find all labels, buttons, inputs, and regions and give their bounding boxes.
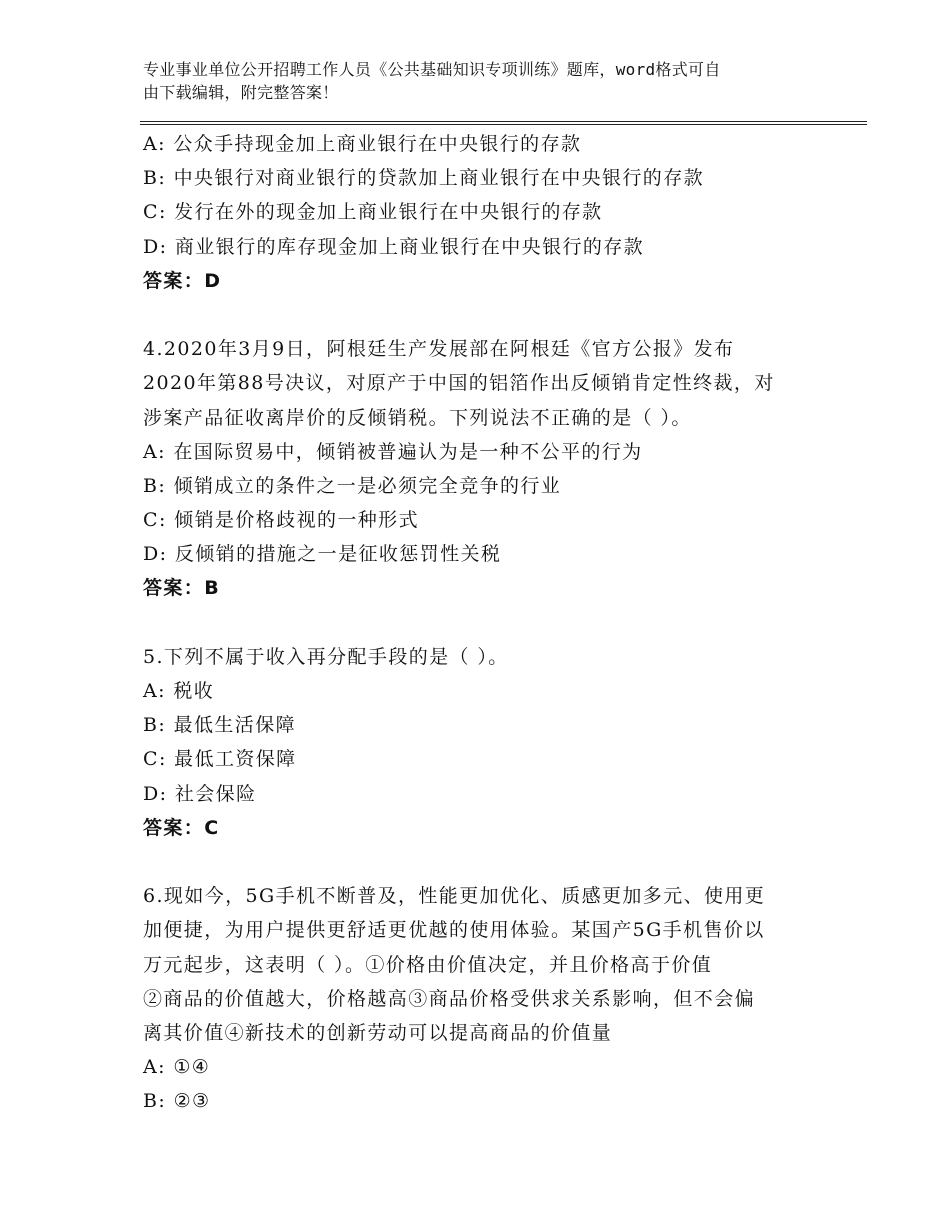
question-stem-line: ②商品的价值越大，价格越高③商品价格受供求关系影响，但不会偏	[143, 987, 756, 1010]
option-b: B: 中央银行对商业银行的贷款加上商业银行在中央银行的存款	[143, 167, 705, 190]
option-a: A: 公众手持现金加上商业银行在中央银行的存款	[143, 133, 582, 155]
option-a: A: 在国际贸易中，倾销被普遍认为是一种不公平的行为	[143, 440, 643, 463]
option-c: C: 倾销是价格歧视的一种形式	[143, 509, 419, 532]
option-d: D: 社会保险	[143, 782, 257, 805]
question-stem-line: 2020年第88号决议，对原产于中国的铝箔作出反倾销肯定性终裁，对	[143, 372, 775, 395]
question-stem-line: 4.2020年3月9日，阿根廷生产发展部在阿根廷《官方公报》发布	[143, 338, 735, 361]
header-rule-bottom	[140, 124, 867, 125]
question-6	[143, 879, 823, 1118]
option-c: C: 最低工资保障	[143, 748, 297, 771]
question-3	[143, 127, 823, 298]
question-list	[143, 127, 823, 1118]
question-stem-line: 加便捷，为用户提供更舒适更优越的使用体验。某国产5G手机售价以	[143, 919, 765, 942]
option-b: B: 最低生活保障	[143, 714, 297, 737]
question-stem-line: 涉案产品征收离岸价的反倾销税。下列说法不正确的是（ ）。	[143, 406, 692, 429]
question-4	[143, 332, 823, 606]
option-b: B: 倾销成立的条件之一是必须完全竞争的行业	[143, 474, 562, 497]
question-stem-line: 离其价值④新技术的创新劳动可以提高商品的价值量	[143, 1021, 613, 1044]
question-stem-line: 5.下列不属于收入再分配手段的是（ ）。	[143, 645, 509, 668]
option-d: D: 商业银行的库存现金加上商业银行在中央银行的存款	[143, 235, 645, 258]
option-c: C: 发行在外的现金加上商业银行在中央银行的存款	[143, 201, 603, 224]
answer-label: 答案：B	[143, 577, 221, 600]
document-header	[143, 58, 823, 104]
header-line-1: 专业事业单位公开招聘工作人员《公共基础知识专项训练》题库，word格式可自	[143, 60, 721, 79]
option-d: D: 反倾销的措施之一是征收惩罚性关税	[143, 543, 502, 566]
answer-label: 答案：C	[143, 816, 220, 839]
question-5	[143, 640, 823, 845]
answer-label: 答案：D	[143, 269, 222, 292]
header-rule-top	[140, 121, 867, 122]
option-b: B: ②③	[143, 1090, 211, 1113]
option-a: A: ①④	[143, 1056, 211, 1079]
question-stem-line: 万元起步，这表明（ ）。①价格由价值决定，并且价格高于价值	[143, 953, 713, 976]
header-line-2: 由下载编辑，附完整答案！	[143, 83, 339, 102]
question-stem-line: 6.现如今，5G手机不断普及，性能更加优化、质感更加多元、使用更	[143, 885, 766, 908]
option-a: A: 税收	[143, 680, 215, 702]
